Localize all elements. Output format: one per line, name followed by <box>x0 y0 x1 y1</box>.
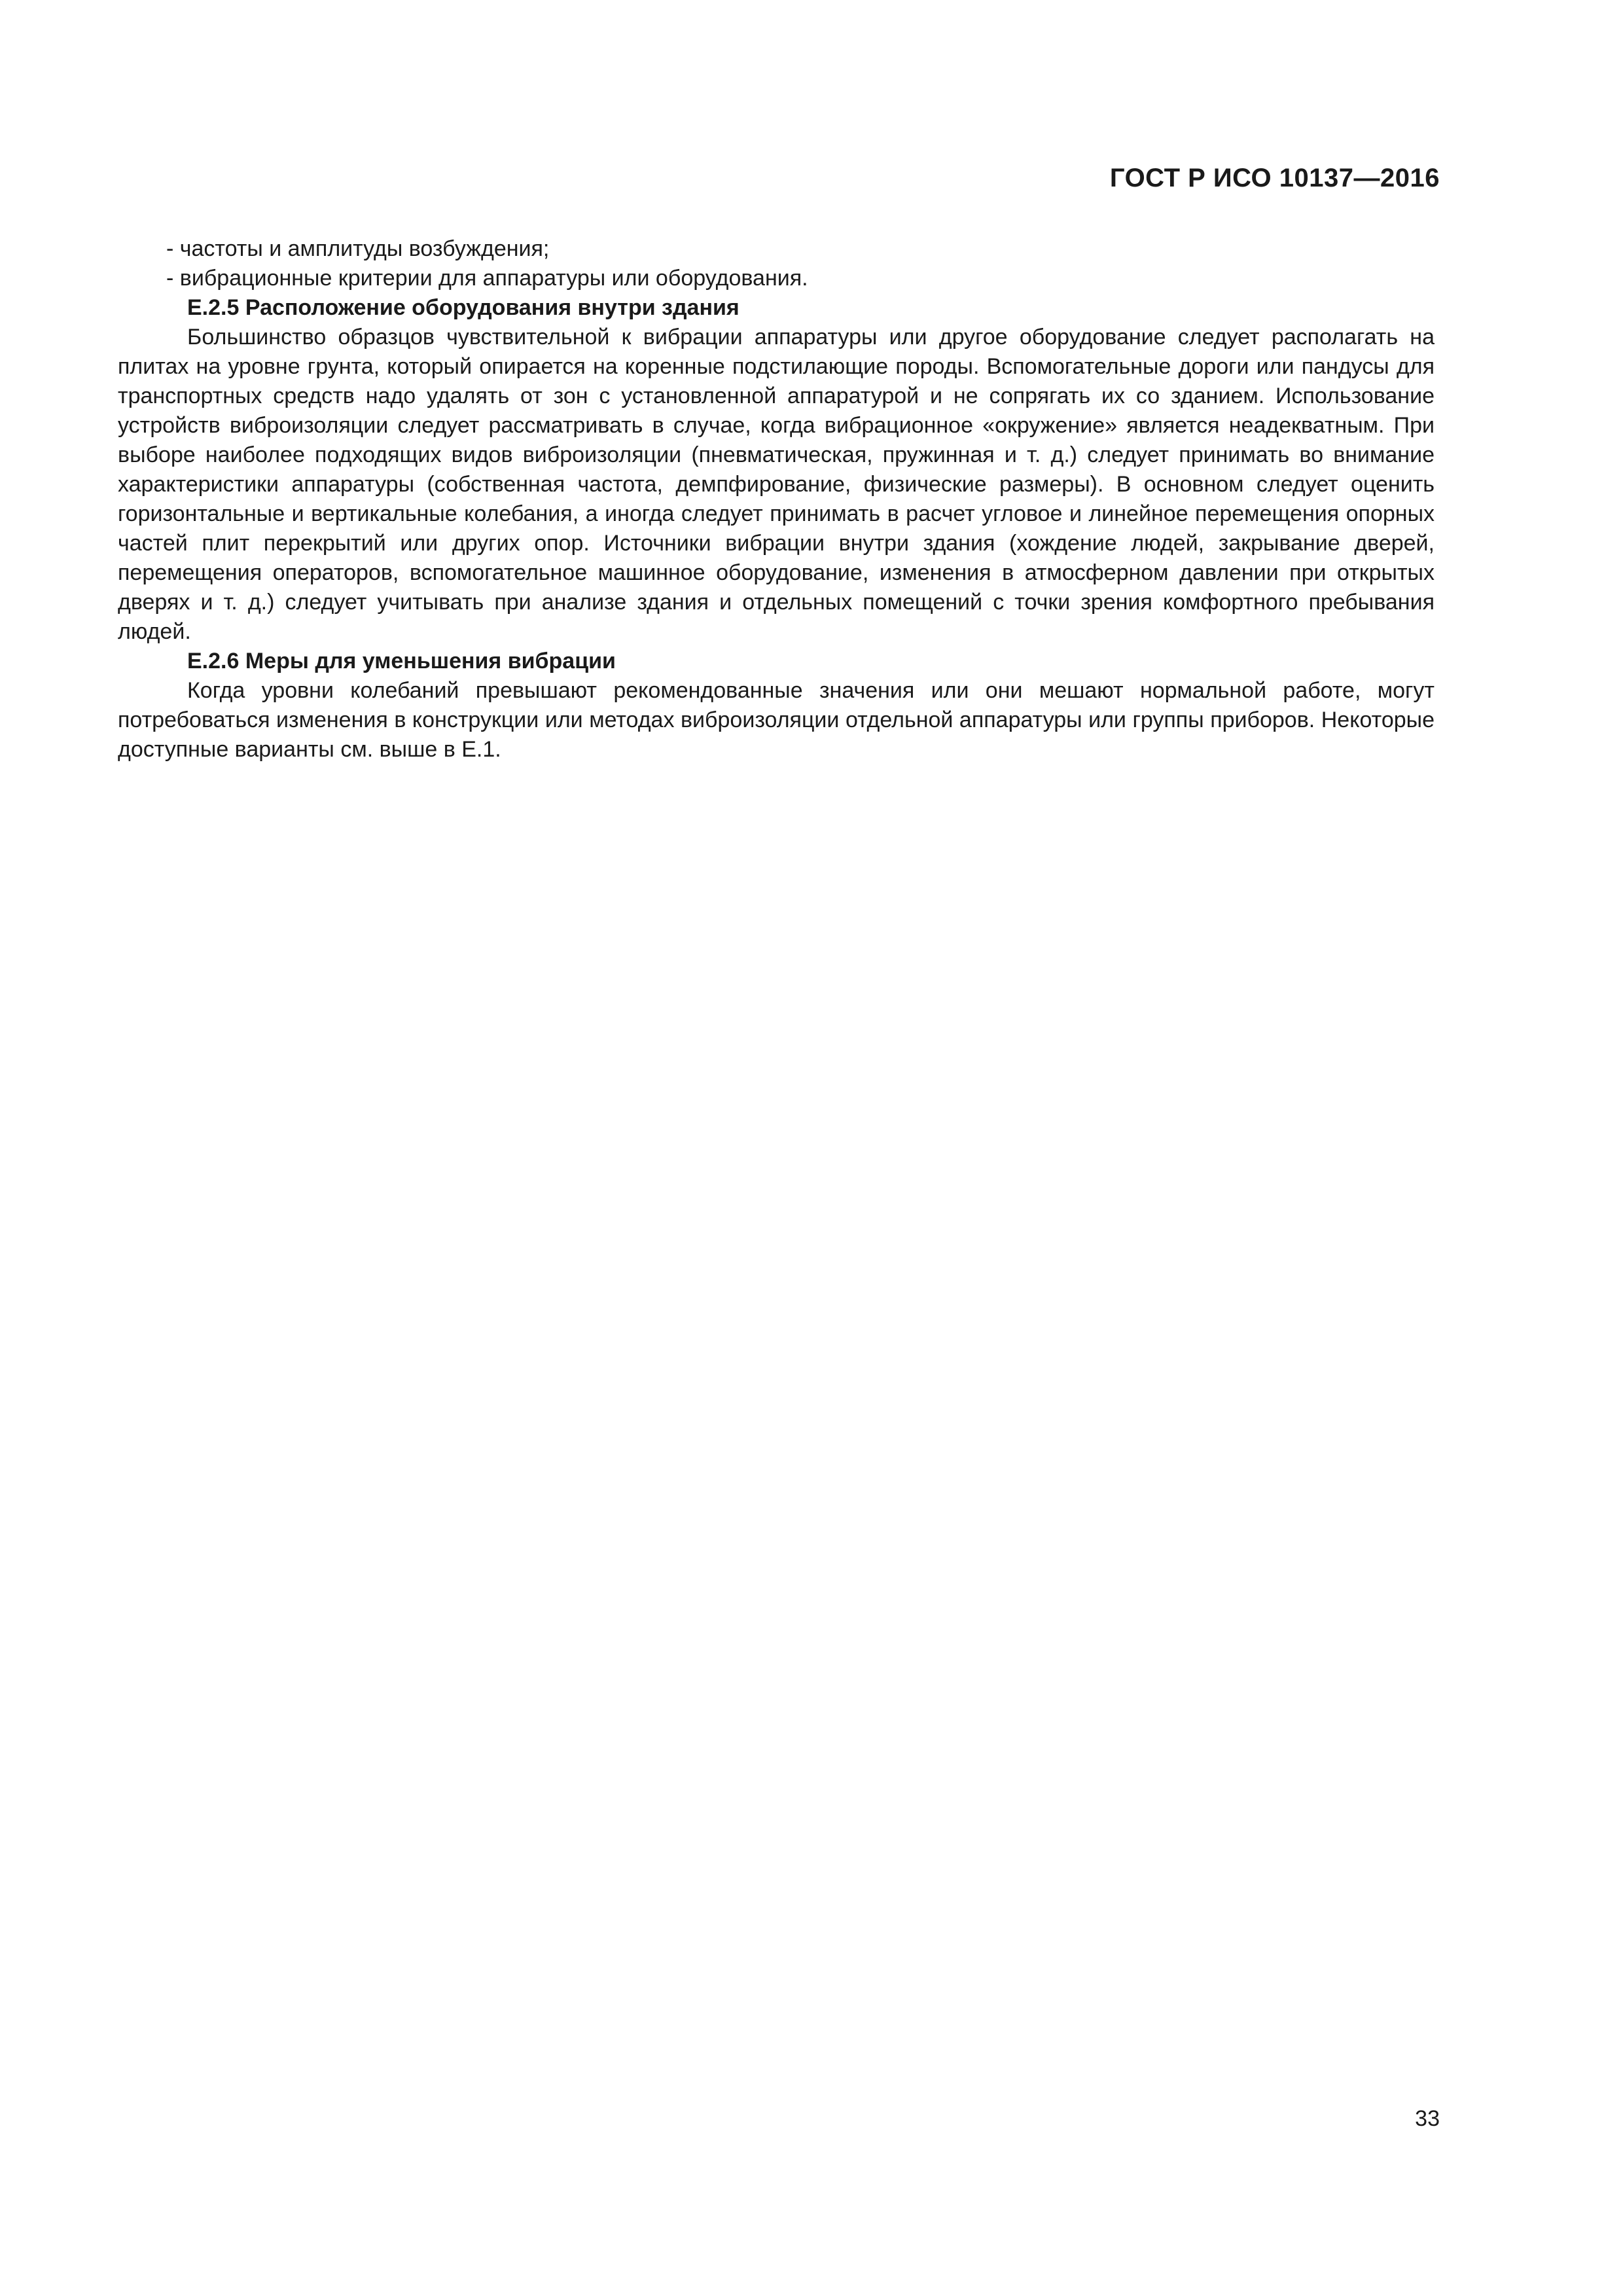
document-standard-id: ГОСТ Р ИСО 10137—2016 <box>1109 164 1440 192</box>
section-paragraph-e25: Большинство образцов чувствительной к вибрации аппаратуры или другое оборудование следует располагать на плитах на уровне грунта, который опирается на коренные подстилающие породы. Вспомогательные дороги или пандусы для транспортных средств надо удалять от зон с установленной аппаратурой и не сопрягать их со зданием. Использование устройств виброизоляции следует рассматривать в случае, когда вибрационное «окружение» является неадекватным. При выборе наиболее подходящих видов виброизоляции (пневматическая, пружинная и т. д.) следует принимать во внимание характеристики аппаратуры (собственная частота, демпфирование, физические размеры). В основном следует оценить горизонтальные и вертикальные колебания, а иногда следует принимать в расчет угловое и линейное перемещения опорных частей плит перекрытий или других опор. Источники вибрации внутри здания (хождение людей, закрывание дверей, перемещения операторов, вспомогательное машинное оборудование, изменения в атмосферном давлении при открытых дверях и т. д.) следует учитывать при анализе здания и отдельных помещений с точки зрения комфортного пребывания людей. <box>118 325 1435 644</box>
list-item-excitation: - частоты и амплитуды возбуждения; <box>166 236 550 261</box>
page-body <box>118 234 1435 764</box>
section-paragraph-e26: Когда уровни колебаний превышают рекомендованные значения или они мешают нормальной работе, могут потребоваться изменения в конструкции или методах виброизоляции отдельной аппаратуры или группы приборов. Некоторые доступные варианты см. выше в Е.1. <box>118 678 1435 762</box>
section-heading-e25: Е.2.5 Расположение оборудования внутри здания <box>187 295 740 320</box>
section-heading-e26: Е.2.6 Меры для уменьшения вибрации <box>187 649 616 673</box>
page-number: 33 <box>1415 2106 1440 2131</box>
list-item-criteria: - вибрационные критерии для аппаратуры или оборудования. <box>166 266 808 291</box>
